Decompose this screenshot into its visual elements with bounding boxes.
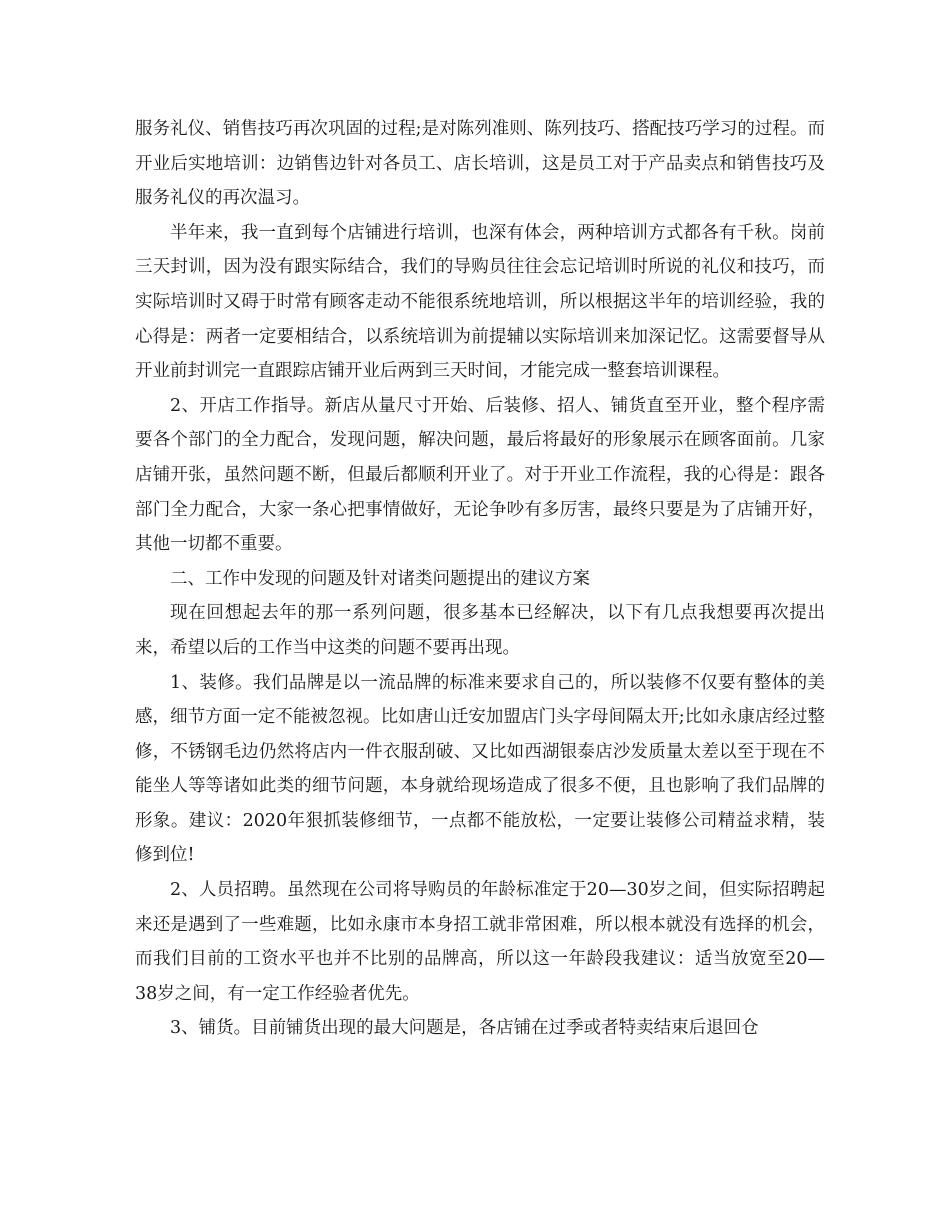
paragraph-store-opening-guidance: 2、开店工作指导。新店从量尺寸开始、后装修、招人、铺货直至开业，整个程序需要各个部门的全力配合，发现问题，解决问题，最后将最好的形象展示在顾客面前。几家店铺开张，虽然问题不断，但最后都顺利开业了。对于开业工作流程，我的心得是：跟各部门全力配合，大家一条心把事情做好，无论争吵有多厉害，最终只要是为了店铺开好，其他一切都不重要。: [135, 395, 825, 555]
paragraph-problems-intro: 现在回想起去年的那一系列问题，很多基本已经解决，以下有几点我想要再次提出来，希望以后的工作当中这类的问题不要再出现。: [135, 603, 825, 658]
paragraph-recruitment: 2、人员招聘。虽然现在公司将导购员的年龄标准定于20—30岁之间，但实际招聘起来还是遇到了一些难题，比如永康市本身招工就非常困难，所以根本就没有选择的机会，而我们目前的工资水平也并不比别的品牌高，所以这一年龄段我建议：适当放宽至20—38岁之间，有一定工作经验者优先。: [135, 880, 825, 1004]
paragraph-stocking: 3、铺货。目前铺货出现的最大问题是，各店铺在过季或者特卖结束后退回仓: [170, 1018, 759, 1039]
document-body: [135, 112, 825, 1046]
paragraph-training-experience: 半年来，我一直到每个店铺进行培训，也深有体会，两种培训方式都各有千秋。岗前三天封训，因为没有跟实际结合，我们的导购员往往会忘记培训时所说的礼仪和技巧，而实际培训时又碍于时常有顾客走动不能很系统地培训，所以根据这半年的培训经验，我的心得是：两者一定要相结合，以系统培训为前提辅以实际培训来加深记忆。这需要督导从开业前封训完一直跟踪店铺开业后两到三天时间，才能完成一整套培训课程。: [135, 222, 825, 382]
paragraph-decoration: 1、装修。我们品牌是以一流品牌的标准来要求自己的，所以装修不仅要有整体的美感，细节方面一定不能被忽视。比如唐山迁安加盟店门头字母间隔太开;比如永康店经过整修，不锈钢毛边仍然将店内一件衣服刮破、又比如西湖银泰店沙发质量太差以至于现在不能坐人等等诸如此类的细节问题，本身就给现场造成了很多不便，且也影响了我们品牌的形象。建议：2020年狠抓装修细节，一点都不能放松，一定要让装修公司精益求精，装修到位!: [135, 672, 825, 866]
section-heading-problems: 二、工作中发现的问题及针对诸类问题提出的建议方案: [170, 568, 590, 589]
paragraph-training-process: 服务礼仪、销售技巧再次巩固的过程;是对陈列准则、陈列技巧、搭配技巧学习的过程。而开业后实地培训：边销售边针对各员工、店长培训，这是员工对于产品卖点和销售技巧及服务礼仪的再次温习。: [135, 119, 825, 209]
